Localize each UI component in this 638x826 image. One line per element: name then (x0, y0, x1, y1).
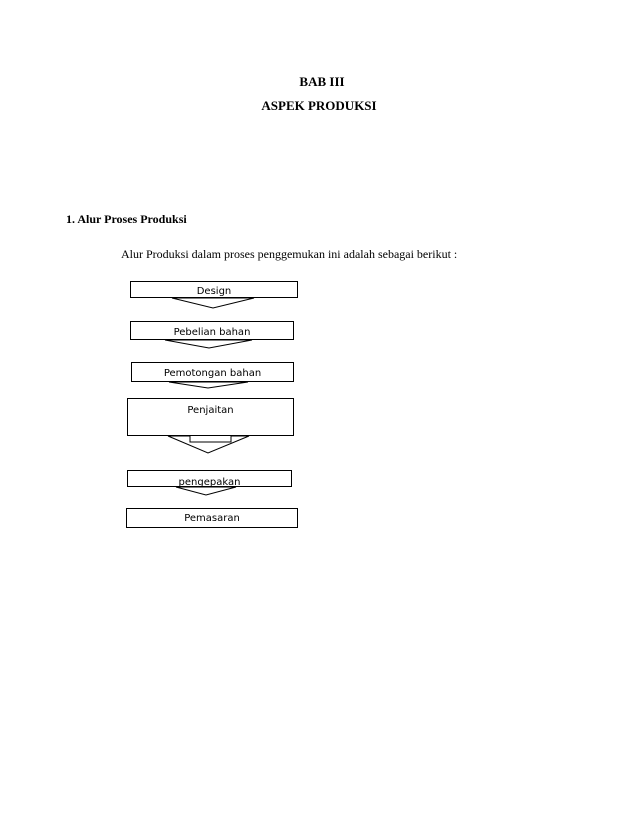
flow-step-label: Pebelian bahan (173, 327, 251, 338)
chapter-title: ASPEK PRODUKSI (261, 98, 377, 113)
arrow-2 (165, 340, 252, 348)
flow-step-label: Pemotongan bahan (163, 368, 262, 379)
flow-step-pemasaran (126, 508, 298, 528)
flow-step-label: Penjaitan (187, 405, 234, 416)
section-heading: 1. Alur Proses Produksi (66, 212, 187, 226)
flow-step-label: pengepakan (178, 477, 241, 487)
flow-step-penjaitan (127, 398, 294, 436)
arrow-3 (169, 382, 248, 388)
flow-step-label: Pemasaran (184, 513, 240, 524)
section-intro: Alur Produksi dalam proses penggemukan ini adalah sebagai berikut : (121, 247, 458, 261)
arrow-1 (172, 298, 254, 308)
flow-step-pembelian (130, 321, 294, 340)
flow-step-pengepakan (127, 470, 292, 487)
flow-step-pemotongan (131, 362, 294, 382)
chapter-number: BAB III (299, 74, 345, 89)
flow-step-design (130, 281, 298, 298)
arrow-4 (168, 436, 249, 453)
flow-step-label: Design (196, 286, 232, 297)
arrow-5 (176, 487, 236, 495)
